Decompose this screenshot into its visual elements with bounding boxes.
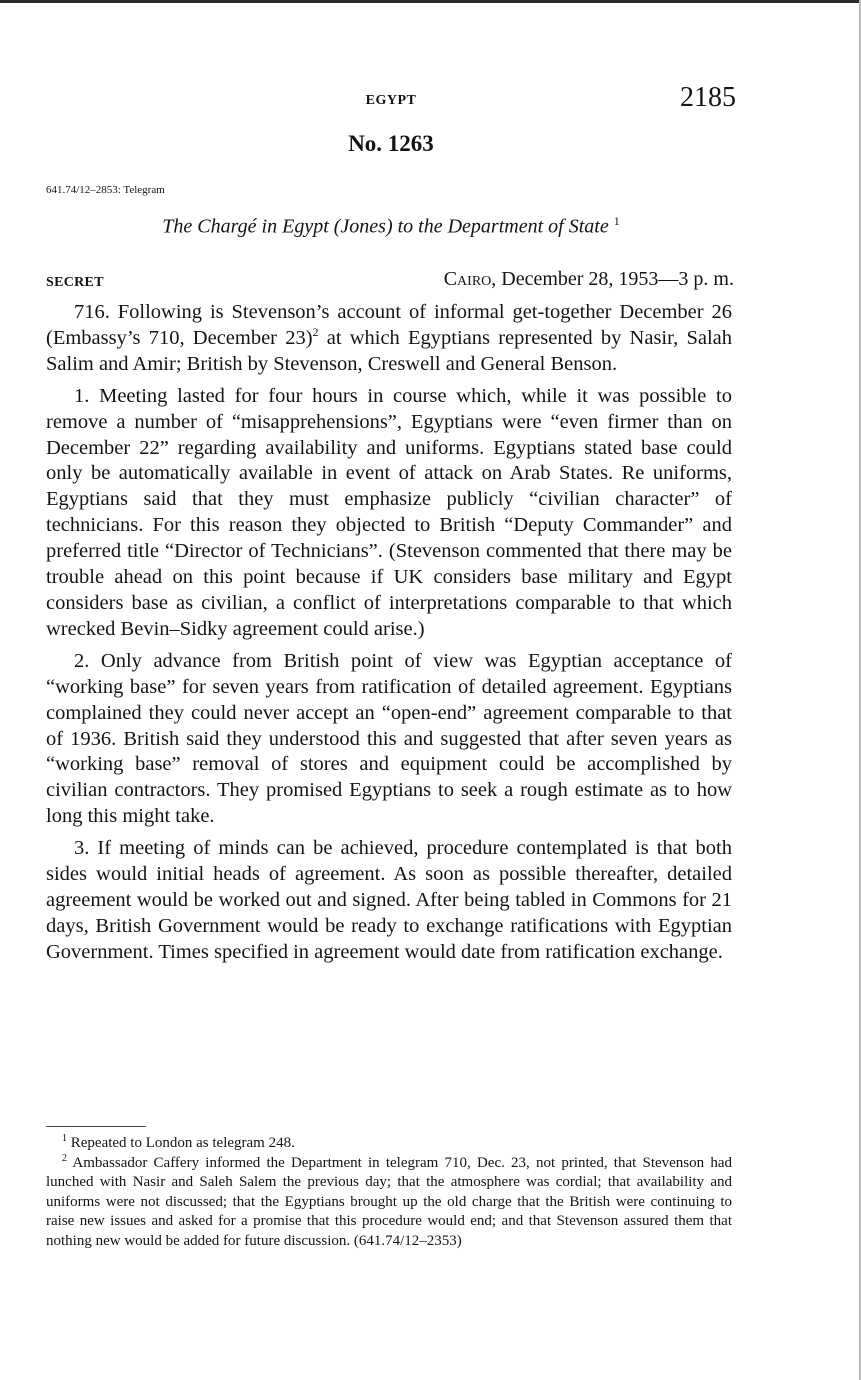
footnote-1 [46, 1134, 732, 1154]
paragraph-intro-text-b: at which Egyptians represented by Nasir, Salah Salim and Amir; British by Stevenson, Creswell and General Benson. [46, 326, 732, 375]
footnote-2 [46, 1154, 732, 1252]
footnote-marker-1: 1 [613, 214, 620, 228]
paragraph-3: 3. If meeting of minds can be achieved, procedure contemplated is that both sides would initial heads of agreement. As soon as possible thereafter, detailed agreement would be worked out and signed. After being tabled in Commons for 21 days, British Government would be ready to exchange ratifications with Egyptian Government. Times specified in agreement would date from ratification exchange. [46, 837, 732, 963]
page-top-edge [0, 0, 861, 3]
footnote-1-text: Repeated to London as telegram 248. [67, 1135, 295, 1151]
document-title [46, 214, 736, 239]
section-heading: EGYPT [365, 93, 417, 108]
dateline [444, 268, 734, 291]
document-number: No. 1263 [348, 131, 434, 156]
footnote-2-mark: 2 [62, 1152, 67, 1164]
page-number: 2185 [680, 82, 736, 113]
footnote-2-text: Ambassador Caffery informed the Department in telegram 710, Dec. 23, not printed, that Stevenson had lunched with Nasir and Saleh Salem the previous day; that the atmosphere was cordial; that availability and uniforms were not discussed; that the Egyptians brought up the old charge that the British were continuing to raise new issues and asked for a promise that this procedure would end; and that Stevenson assured them that nothing new would be added for future discussion. (641.74/12–2353) [46, 1154, 732, 1249]
file-reference: 641.74/12–2853: Telegram [46, 184, 165, 196]
footnote-rule [46, 1126, 146, 1127]
paragraph-2: 2. Only advance from British point of view was Egyptian acceptance of “working base” for seven years from ratification of detailed agreement. Egyptians complained they could never accept an “open-end” agreement comparable to that of 1936. British said they understood this and suggested that after seven years as “working base” removal of stores and equipment could be accomplished by civilian contractors. They promised Egyptians to seek a rough estimate as to how long this might take. [46, 649, 732, 828]
document-title-text: The Chargé in Egypt (Jones) to the Department of State [162, 215, 609, 238]
footnote-1-mark: 1 [62, 1133, 67, 1144]
dateline-city: Cairo [443, 268, 492, 290]
footnote-marker-2: 2 [312, 325, 319, 340]
footnotes [46, 1134, 732, 1251]
paragraph-intro-text-a: 716. Following is Stevenson’s account of informal get-together December 26 (Embassy’s 710, December 23) [46, 301, 732, 349]
running-head [46, 82, 736, 120]
paragraph-intro [46, 300, 732, 378]
telegram-body [46, 300, 732, 972]
classification-label: SECRET [46, 275, 104, 290]
dateline-date: , December 28, 1953—3 p. m. [491, 268, 734, 290]
paragraph-1: 1. Meeting lasted for four hours in course which, while it was possible to remove a number of “misapprehensions”, Egyptians were “even firmer than on December 22” regarding availability and uniforms. Egyptians stated base could only be automatically available in event of attack on Arab States. Re uniforms, Egyptians said that they must emphasize publicly “civilian character” of technicians. For this reason they objected to British “Deputy Commander” and preferred title “Director of Technicians”. (Stevenson commented that there may be trouble ahead on this point because if UK considers base military and Egypt considers base as civilian, a conflict of interpretations comparable to that which wrecked Bevin–Sidky agreement could arise.) [46, 384, 732, 640]
